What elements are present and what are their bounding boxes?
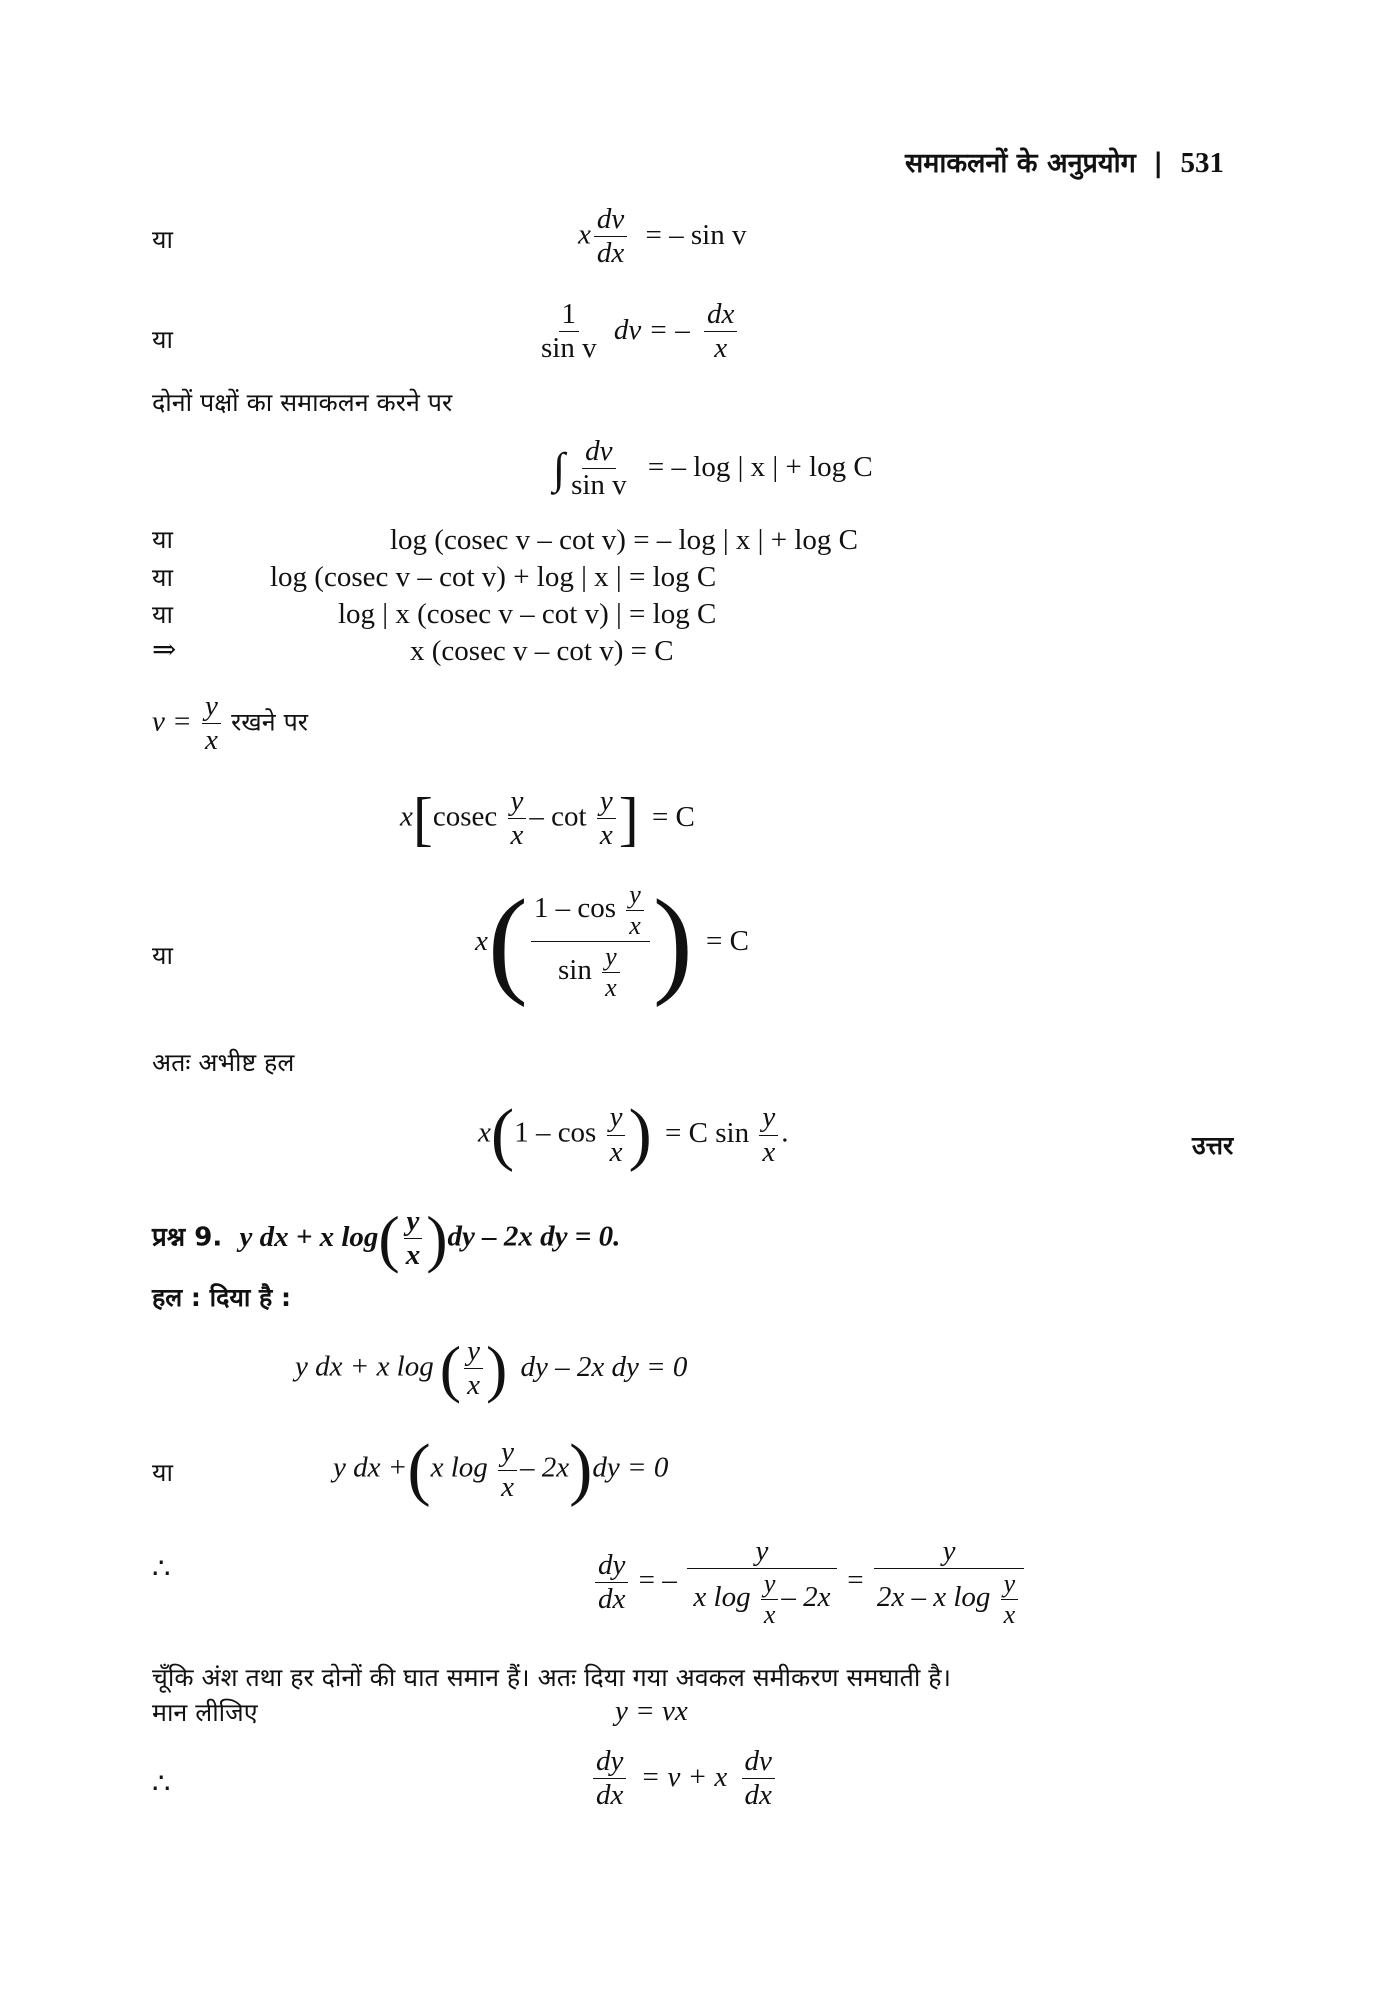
substitution-line: v = $\frac{y}{x}$ रखने पर: [152, 690, 309, 757]
answer-label: उत्तर: [1192, 1131, 1234, 1160]
equation-9: x( 1 – cos $\frac{y}{x}$ sin $\frac{y}{x}$ ) = C: [475, 874, 749, 1008]
connector-ya-5: या: [152, 600, 173, 629]
equation-6: log | x (cosec v – cot v) | = log C: [338, 598, 717, 630]
equation-4: log (cosec v – cot v) = – log | x | + log C: [390, 524, 858, 556]
implies-symbol: ⇒: [152, 634, 177, 666]
solution-equation-2: y dx +(x log $\frac{y}{x}$ – 2x)dy = 0: [333, 1431, 669, 1508]
equation-3: ∫ $\frac{dv}{\text{sin v}}$ = – log | x | + log C: [553, 435, 873, 502]
connector-ya-1: या: [152, 225, 173, 254]
text-assume: मान लीजिए: [152, 1698, 258, 1727]
equation-10-final: x(1 – cos $\frac{y}{x}$ ) = C sin $\frac{y}{x}$ .: [478, 1096, 789, 1173]
equation-8: x[cosec $\frac{y}{x}$ – cot $\frac{y}{x}$ ] = C: [400, 785, 695, 852]
equation-7: x (cosec v – cot v) = C: [410, 635, 674, 667]
connector-ya-7: या: [152, 1458, 173, 1487]
running-header: [905, 143, 1224, 180]
therefore-symbol-1: ∴: [152, 1553, 171, 1585]
therefore-symbol-2: ∴: [152, 1768, 171, 1800]
connector-ya-4: या: [152, 563, 173, 592]
connector-ya-3: या: [152, 525, 173, 554]
text-homogeneous: चूँकि अंश तथा हर दोनों की घात समान हैं। अतः दिया गया अवकल समीकरण समघाती है।: [152, 1663, 952, 1692]
connector-ya-6: या: [152, 941, 173, 970]
equation-1: x $\frac{dv}{dx}$ = – sin v: [578, 203, 747, 270]
equation-5: log (cosec v – cot v) + log | x | = log C: [270, 561, 717, 593]
solution-equation-3: $\frac{dy}{dx}$ = – y x log $\frac{y}{x}$ – 2x = y 2x – x log $\frac{y}{x}$: [592, 1535, 1027, 1630]
text-required-solution: अतः अभीष्ट हल: [152, 1048, 295, 1077]
header-separator: |: [1153, 148, 1164, 179]
page-number: 531: [1180, 147, 1224, 179]
question-9: प्रश्न 9. y dx + x log( $\frac{y}{x}$ )dy – 2x dy = 0.: [152, 1202, 621, 1274]
solution-intro: हल : दिया है :: [152, 1283, 292, 1312]
connector-ya-2: या: [152, 325, 173, 354]
solution-equation-5: $\frac{dy}{dx}$ = v + x $\frac{dv}{dx}$: [590, 1745, 778, 1813]
chapter-title: समाकलनों के अनुप्रयोग: [905, 148, 1136, 179]
solution-equation-1: y dx + x log( $\frac{y}{x}$ ) dy – 2x dy = 0: [295, 1332, 688, 1404]
equation-2: $\frac{1}{\text{sin v}}$ dv = – $\frac{dx}{x}$: [535, 298, 740, 366]
text-integrate-both-sides: दोनों पक्षों का समाकलन करने पर: [152, 388, 453, 417]
solution-equation-4: y = vx: [615, 1695, 688, 1727]
